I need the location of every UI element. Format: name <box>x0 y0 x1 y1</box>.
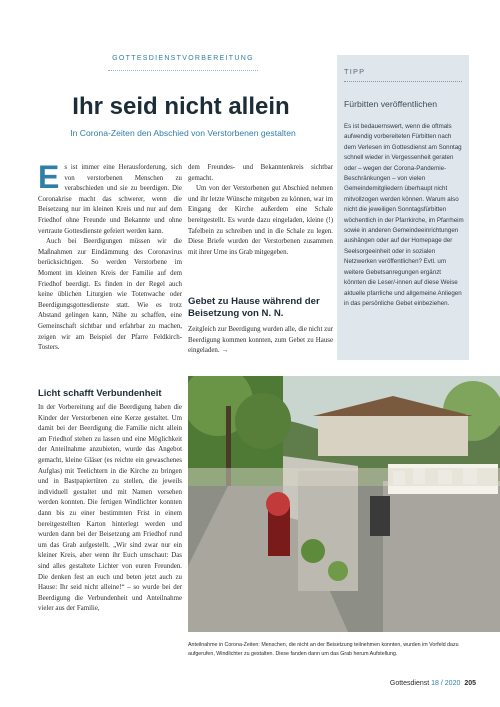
paragraph-text: Zeitgleich zur Beerdigung wurden alle, die nicht zur Beerdigung kommen konnten, zum Gebet zu Hause eingeladen. <box>188 326 333 355</box>
column-1 <box>38 159 182 354</box>
tip-body: Es ist bedauernswert, wenn die oftmals aufwendig vorbereiteten Fürbitten nach dem Verlesen im Gottesdienst am Sonntag schnell wieder in Vergessenheit geraten oder – wegen der Corona-Pandemie-Beschränkungen – von vielen Gemeindemitgliedern überhaupt nicht mitvollzogen werden können. Warum also nicht die jeweiligen Sonntagsfürbitten wöchentlich in der Pfarrkirche, im Pfarrheim sowie in anderen Gemeindeeinrichtungen aushängen oder auf der Homepage der Seelsorgeeinheit oder in sozialen Netzwerken veröffentlichen? Evtl. um weitere Gebetsanregungen ergänzt könnten die Leser/-innen auf diese Weise aktuelle pfarrliche und allgemeine Anliegen in das persönliche Gebet einbeziehen. <box>344 123 464 307</box>
tip-divider <box>344 81 462 82</box>
photo-illustration <box>188 376 500 632</box>
paragraph: s ist immer eine Herausforderung, sich von verstorbenen Menschen zu verabschieden und sie zu beerdigen. Die Coronakrise macht das schwerer, wenn die Beisetzung nur im kleinen Kreis und nur auf dem Friedhof ohne Freunde und Bekannte und ohne vertraute Gottesdienste gefeiert werden kann. <box>38 164 182 235</box>
article-title: Ihr seid nicht allein <box>72 93 290 120</box>
paragraph: Auch bei Beerdigungen müssen wir die Maßnahmen zur Eindämmung des Coronavirus berücksichtigen. So werden Verstorbene im Moment im kleinen Kreis der Familie auf dem Friedhof beerdigt. Es finden in der Regel auch keine üblichen Liturgien wie Totenwache oder Beerdigungsgottesdienste statt. Wie es trotz Abstand gelingen kann, Nähe zu schaffen, eine Gemeinschaft sichtbar und erfahrbar zu machen, zeigen wir am Beispiel der Pfarre Feldkirch-Tosters. <box>38 238 182 352</box>
paragraph <box>188 325 333 357</box>
issue-number: 18 / 2020 <box>431 680 461 687</box>
section-divider <box>108 70 258 71</box>
section-label: GOTTESDIENSTVORBEREITUNG <box>112 55 254 62</box>
column-2-continued <box>188 325 333 357</box>
subheading-prayer: Gebet zu Hause während der Beisetzung von N. N. <box>188 296 320 319</box>
continue-arrow-icon: → <box>221 347 229 355</box>
paragraph: In der Vorbereitung auf die Beerdigung haben die Kinder der Verstorbenen eine Kerze gestaltet. Um damit bei der Beerdigung die Familie nicht allein am Friedhof stehen zu lassen und eine Möglichkeit der Anteilnahme anzubieten, wurde das Angebot gemacht, kleine Gläser (es reichte ein gewaschenes Aufglas) mit Teelichtern in die Kirche zu bringen und in Bastpapiertüten zu stellen, die jeweils individuell gestaltet und mit Namen versehen werden konnten. Die fertigen Windlichter konnten dann bis zu einer bestimmten Frist in einem bereitgestellten Karton hinterlegt werden und wurden dann bei der Beisetzung am Friedhof rund um das Grab aufgestellt. „Wir sind zwar nur ein kleiner Kreis, aber wenn ihr Euch umschaut: Das sind alles gestaltete Lichter von euren Freunden. Die denken fest an euch und beten jetzt auch zu Hause: Ihr seid nicht alleine!“ – so wurde bei der Beerdigung die Verbundenheit und Anteilnahme vieler aus der Familie, <box>38 404 182 613</box>
paragraph: dem Freundes- und Bekanntenkreis sichtbar gemacht. <box>188 164 333 182</box>
paragraph: Um von der Verstorbenen gut Abschied nehmen und ihr letzte Wünsche mitgeben zu können, war im Eingang der Kirche außerdem eine Schale bereitgestellt. Es wurde dazu eingeladen, kleine (!) Tafelbein zu schreiben und in die Schale zu legen. Diese Briefe wurden der Verstorbenen zusammen mit ihrer Urne ins Grab mitgegeben. <box>188 185 333 256</box>
magazine-name: Gottesdienst <box>389 680 430 687</box>
tip-title: Fürbitten veröffentlichen <box>344 99 438 109</box>
drop-cap: E <box>38 159 60 195</box>
column-3 <box>38 403 182 615</box>
page-footer <box>390 680 476 687</box>
lower-heading: Licht schafft Verbundenheit <box>38 387 162 398</box>
page-number: 205 <box>464 680 476 687</box>
article-subtitle: In Corona-Zeiten den Abschied von Verstorbenen gestalten <box>70 128 296 138</box>
photo-caption: Anteilnahme in Corona-Zeiten: Menschen, die nicht an der Beisetzung teilnehmen konnten, wurden im Vorfeld dazu aufgerufen, Windlichter zu gestalten. Diese fanden dann um das Grab herum Aufstellung. <box>188 642 459 657</box>
column-2 <box>188 163 333 258</box>
cemetery-photo <box>188 376 500 632</box>
tip-label: TIPP <box>344 67 366 76</box>
